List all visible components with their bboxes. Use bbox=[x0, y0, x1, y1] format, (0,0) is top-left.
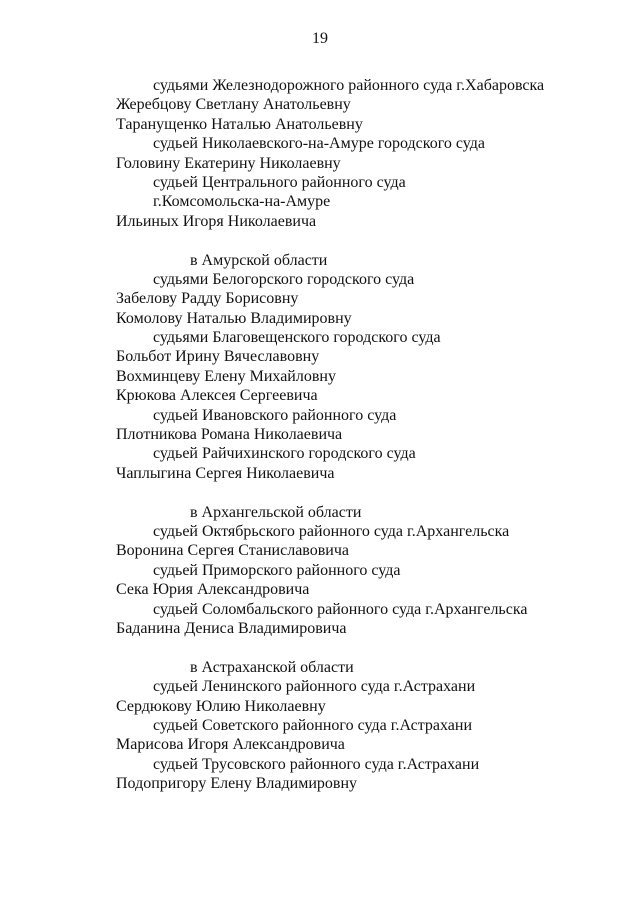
court-line: судьей Трусовского районного суда г.Астрахани bbox=[153, 755, 480, 773]
region-heading: в Амурской области bbox=[190, 251, 328, 269]
judge-name: Чаплыгина Сергея Николаевича bbox=[116, 464, 335, 482]
region-heading: в Астраханской области bbox=[190, 658, 354, 676]
court-line: судьей Николаевского-на-Амуре городского суда bbox=[153, 135, 486, 153]
judge-name: Больбот Ирину Вячеславовну bbox=[116, 348, 320, 366]
judge-name: Сердюкову Юлию Николаевну bbox=[116, 697, 326, 715]
page-number: 19 bbox=[312, 30, 328, 47]
judge-name: Баданина Дениса Владимировича bbox=[116, 619, 347, 637]
judge-name: Плотникова Романа Николаевича bbox=[116, 426, 343, 444]
judge-name: Воронина Сергея Станиславовича bbox=[116, 542, 350, 560]
region-heading: в Архангельской области bbox=[190, 503, 362, 521]
section-gap bbox=[0, 231, 640, 250]
judge-name: Таранущенко Наталью Анатольевну bbox=[116, 115, 363, 133]
court-line: г.Комсомольска-на-Амуре bbox=[153, 193, 331, 211]
judge-name: Вохминцеву Елену Михайловну bbox=[116, 367, 336, 385]
judge-name: Забелову Радду Борисовну bbox=[116, 290, 299, 308]
court-line: судьей Райчихинского городского суда bbox=[153, 445, 416, 463]
court-line: судьей Приморского районного суда bbox=[153, 561, 401, 579]
court-line: судьями Белогорского городского суда bbox=[153, 270, 415, 288]
judge-name: Сека Юрия Александровича bbox=[116, 581, 310, 599]
judge-name: Комолову Наталью Владимировну bbox=[116, 309, 352, 327]
court-line: судьями Благовещенского городского суда bbox=[153, 329, 441, 347]
court-line: судьей Ленинского районного суда г.Астрахани bbox=[153, 678, 476, 696]
court-line: судьей Ивановского районного суда bbox=[153, 406, 397, 424]
court-line: судьей Советского районного суда г.Астрахани bbox=[153, 716, 473, 734]
court-line: судьей Октябрьского районного суда г.Архангельска bbox=[153, 522, 510, 540]
judge-name: Головину Екатерину Николаевну bbox=[116, 154, 341, 172]
section-gap bbox=[0, 483, 640, 502]
court-line: судьей Соломбальского районного суда г.Архангельска bbox=[153, 600, 528, 618]
judge-name: Подопригору Елену Владимировну bbox=[116, 775, 357, 793]
judge-name: Марисова Игоря Александровича bbox=[116, 736, 345, 754]
judge-name: Ильиных Игоря Николаевича bbox=[116, 212, 317, 230]
judge-name: Крюкова Алексея Сергеевича bbox=[116, 387, 318, 405]
court-line: судьями Железнодорожного районного суда г.Хабаровска bbox=[153, 77, 545, 94]
section-gap bbox=[0, 638, 640, 657]
court-line: судьей Центрального районного суда bbox=[153, 173, 406, 191]
judge-name: Жеребцову Светлану Анатольевну bbox=[116, 96, 351, 114]
document-body bbox=[0, 76, 640, 793]
